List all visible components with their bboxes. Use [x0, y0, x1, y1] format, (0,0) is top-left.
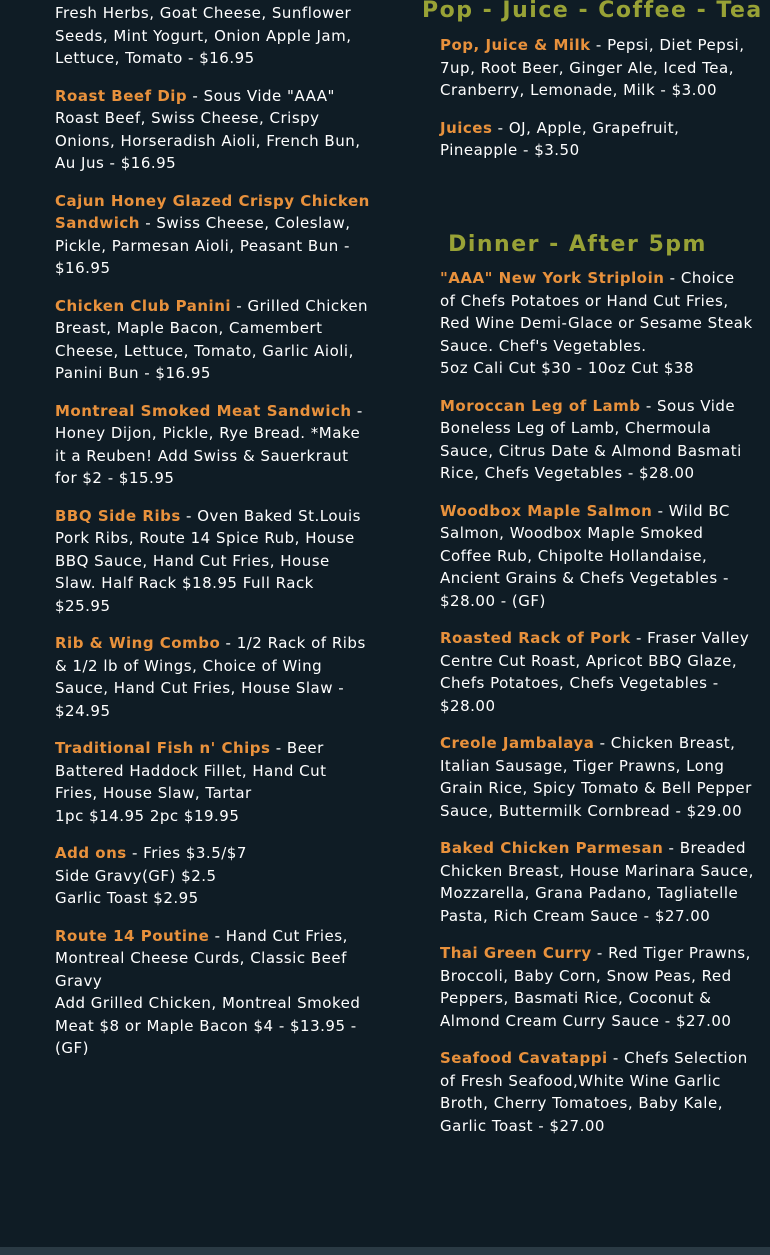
- menu-item: [55, 400, 370, 490]
- menu-item-name: Route 14 Poutine: [55, 926, 210, 945]
- menu-item: [55, 842, 370, 910]
- menu-item-description: - Sous Vide "AAA" Roast Beef, Swiss Cheese, Crispy Onions, Horseradish Aioli, French Bun, Au Jus - $16.95: [55, 86, 361, 172]
- menu-item-name: BBQ Side Ribs: [55, 506, 181, 525]
- menu-item-description: - Fraser Valley Centre Cut Roast, Apricot BBQ Glaze, Chefs Potatoes, Chefs Vegetables - $28.00: [440, 629, 750, 715]
- menu-item-name: Baked Chicken Parmesan: [440, 839, 664, 857]
- menu-item-name: Roasted Rack of Pork: [440, 629, 631, 647]
- menu-item: [440, 395, 755, 485]
- menu-item-name: Traditional Fish n' Chips: [55, 739, 271, 757]
- menu-item-description: - Hand Cut Fries, Montreal Cheese Curds, Classic Beef Gravy: [55, 926, 348, 990]
- menu-item: [55, 505, 370, 618]
- menu-item: [55, 85, 370, 175]
- dinner-menu-column: [440, 267, 755, 1152]
- menu-item-description: - Grilled Chicken Breast, Maple Bacon, Camembert Cheese, Lettuce, Tomato, Garlic Aioli, Panini Bun - $16.95: [55, 296, 369, 382]
- menu-item-name: Add ons: [55, 844, 127, 862]
- menu-item-description: - Wild BC Salmon, Woodbox Maple Smoked Coffee Rub, Chipolte Hollandaise, Ancient Grains & Chefs Vegetables - $28.00 - (GF): [440, 501, 730, 610]
- menu-item-description: 5oz Cali Cut $30 - 10oz Cut $38: [440, 359, 695, 377]
- menu-item-description: Fresh Herbs, Goat Cheese, Sunflower Seeds, Mint Yogurt, Onion Apple Jam, Lettuce, Tomato - $16.95: [55, 4, 352, 67]
- left-menu-column: [55, 2, 370, 1075]
- menu-item-description: - Honey Dijon, Pickle, Rye Bread. *Make it a Reuben! Add Swiss & Sauerkraut for $2 - $15.95: [55, 401, 363, 487]
- menu-item-description: 1pc $14.95 2pc $19.95: [55, 806, 240, 825]
- menu-item-description: - Beer Battered Haddock Fillet, Hand Cut Fries, House Slaw, Tartar: [55, 739, 327, 802]
- menu-item-name: Moroccan Leg of Lamb: [440, 396, 641, 415]
- menu-item: [440, 500, 755, 613]
- menu-item: [440, 117, 755, 162]
- menu-item-name: "AAA" New York Striploin: [440, 269, 665, 287]
- menu-item: [440, 1047, 755, 1137]
- menu-item: [55, 295, 370, 385]
- menu-item-description: - Chefs Selection of Fresh Seafood,White Wine Garlic Broth, Cherry Tomatoes, Baby Kale, Garlic Toast - $27.00: [440, 1049, 748, 1135]
- menu-item-description: - Breaded Chicken Breast, House Marinara Sauce, Mozzarella, Grana Padano, Tagliatelle Pasta, Rich Cream Sauce - $27.00: [440, 839, 754, 925]
- menu-item: [55, 737, 370, 827]
- drinks-menu-column: [440, 34, 755, 177]
- menu-item: [55, 2, 370, 70]
- menu-item-name: Seafood Cavatappi: [440, 1049, 608, 1067]
- menu-item-description: - Swiss Cheese, Coleslaw, Pickle, Parmesan Aioli, Peasant Bun - $16.95: [55, 214, 351, 277]
- menu-item-name: Roast Beef Dip: [55, 86, 188, 105]
- menu-item-description: Side Gravy(GF) $2.5: [55, 866, 217, 885]
- menu-item-name: Chicken Club Panini: [55, 296, 232, 315]
- menu-item-description: - Red Tiger Prawns, Broccoli, Baby Corn, Snow Peas, Red Peppers, Basmati Rice, Coconut & Almond Cream Curry Sauce - $27.00: [440, 944, 751, 1030]
- menu-item-name: Juices: [440, 118, 493, 137]
- menu-item-description: - 1/2 Rack of Ribs & 1/2 lb of Wings, Choice of Wing Sauce, Hand Cut Fries, House Slaw - $24.95: [55, 634, 366, 720]
- menu-item: [440, 942, 755, 1032]
- menu-item: [440, 267, 755, 380]
- menu-item-name: Montreal Smoked Meat Sandwich: [55, 401, 352, 420]
- menu-item-name: Creole Jambalaya: [440, 734, 595, 752]
- menu-item-description: - OJ, Apple, Grapefruit, Pineapple - $3.50: [440, 118, 680, 159]
- menu-item: [440, 837, 755, 927]
- menu-item-description: - Oven Baked St.Louis Pork Ribs, Route 14 Spice Rub, House BBQ Sauce, Hand Cut Fries, House Slaw. Half Rack $18.95 Full Rack $25.95: [55, 506, 361, 615]
- dinner-heading: Dinner - After 5pm: [448, 232, 707, 257]
- menu-item: [55, 925, 370, 1060]
- menu-item-name: Cajun Honey Glazed Crispy Chicken Sandwich: [55, 191, 370, 232]
- menu-item-name: Pop, Juice & Milk: [440, 36, 591, 54]
- menu-item-name: Woodbox Maple Salmon: [440, 501, 653, 520]
- menu-item-description: - Fries $3.5/$7: [126, 844, 247, 862]
- menu-item: [440, 732, 755, 822]
- menu-item-description: - Sous Vide Boneless Leg of Lamb, Chermoula Sauce, Citrus Date & Almond Basmati Rice, Chefs Vegetables - $28.00: [440, 396, 742, 482]
- menu-item-name: Rib & Wing Combo: [55, 634, 221, 652]
- menu-item: [440, 34, 755, 102]
- menu-item: [55, 632, 370, 722]
- menu-item-description: - Pepsi, Diet Pepsi, 7up, Root Beer, Ginger Ale, Iced Tea, Cranberry, Lemonade, Milk - $3.00: [440, 36, 745, 99]
- menu-item: [440, 627, 755, 717]
- menu-item-description: Garlic Toast $2.95: [55, 889, 199, 907]
- footer-divider: [0, 1247, 770, 1255]
- menu-item-description: Add Grilled Chicken, Montreal Smoked Meat $8 or Maple Bacon $4 - $13.95 - (GF): [55, 994, 361, 1057]
- pop-juice-heading: Pop - Juice - Coffee - Tea: [422, 0, 763, 23]
- menu-item-description: - Choice of Chefs Potatoes or Hand Cut Fries, Red Wine Demi-Glace or Sesame Steak Sauce. Chef's Vegetables.: [440, 269, 753, 355]
- menu-item: [55, 190, 370, 280]
- menu-item-name: Thai Green Curry: [440, 944, 592, 962]
- menu-item-description: - Chicken Breast, Italian Sausage, Tiger Prawns, Long Grain Rice, Spicy Tomato & Bell Pepper Sauce, Buttermilk Cornbread - $29.00: [440, 734, 752, 820]
